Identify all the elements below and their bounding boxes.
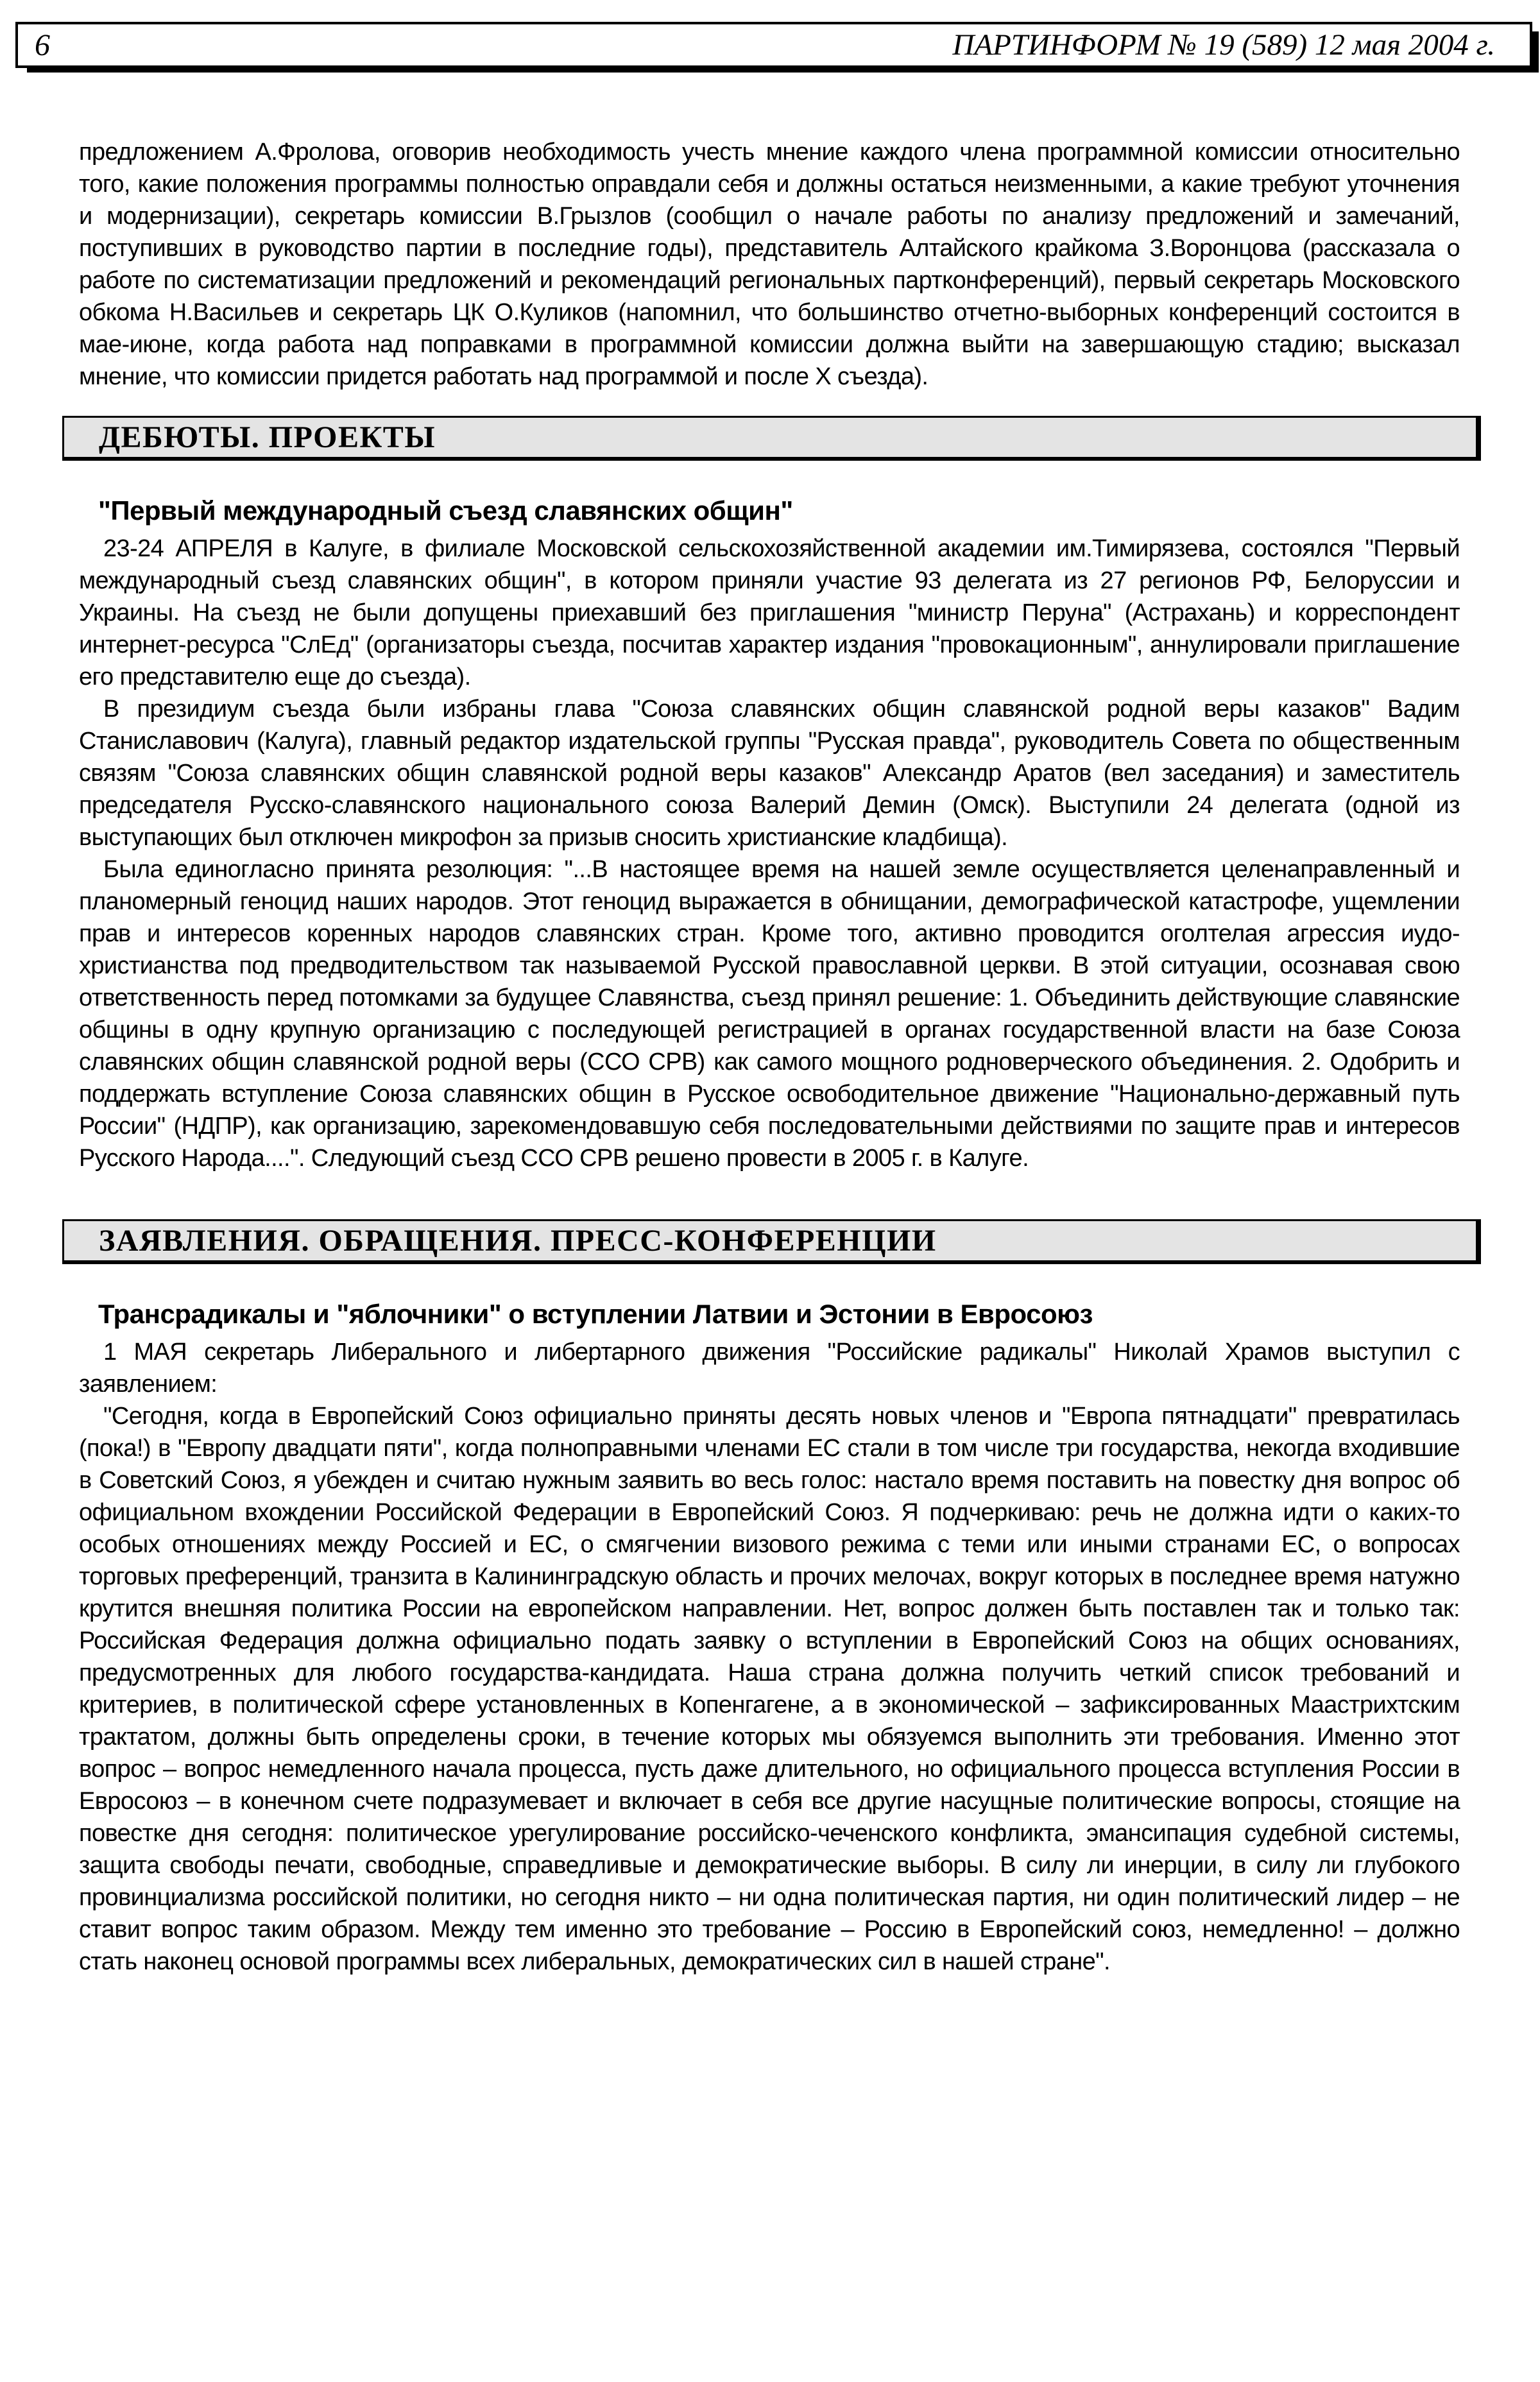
section-bar-debuts-projects (62, 416, 1481, 461)
section-bar-label: ДЕБЮТЫ. ПРОЕКТЫ (99, 420, 436, 454)
section-bar-statements-pressconf (62, 1219, 1481, 1264)
article-title-transradicals-eu: Трансрадикалы и "яблочники" о вступлении Латвии и Эстонии в Евросоюз (98, 1299, 1093, 1329)
article-paragraph: 23-24 АПРЕЛЯ в Калуге, в филиале Московской сельскохозяйственной академии им.Тимирязева, состоялся "Первый международный съезд славянских общин", в котором приняли участие 93 делегата из 27 регионов РФ, Белоруссии и Украины. На съезд не были допущены приехавший без приглашения "министр Перуна" (Астрахань) и корреспондент интернет-ресурса "СлЕд" (организаторы съезда, посчитав характер издания "провокационным", аннулировали приглашение его представителю еще до съезда). (79, 535, 1460, 690)
intro-continuation-paragraph: предложением А.Фролова, оговорив необходимость учесть мнение каждого члена программной комиссии относительно того, какие положения программы полностью оправдали себя и должны остаться неизменными, а какие требуют уточнения и модернизации), секретарь комиссии В.Грызлов (сообщил о начале работы по анализу предложений и замечаний, поступивших в руководство партии в последние годы), представитель Алтайского крайкома З.Воронцова (рассказала о работе по систематизации предложений и рекомендаций региональных партконференций), первый секретарь Московского обкома Н.Васильев и секретарь ЦК О.Куликов (напомнил, что большинство отчетно-выборных конференций состоится в мае-июне, когда работа над поправками в программной комиссии должна выйти на завершающую стадию; высказал мнение, что комиссии придется работать над программой и после X съезда). (79, 139, 1460, 390)
page-header (15, 22, 1532, 68)
page-number: 6 (35, 28, 50, 62)
article-paragraph: "Сегодня, когда в Европейский Союз официально приняты десять новых членов и "Европа пятнадцати" превратилась (пока!) в "Европу двадцати пяти", когда полноправными членами ЕС стали в том числе три государства, некогда входившие в Советский Союз, я убежден и считаю нужным заявить во весь голос: настало время поставить на повестку дня вопрос об официальном вхождении Российской Федерации в Европейский Союз. Я подчеркиваю: речь не должна идти о каких-то особых отношениях между Россией и ЕС, о смягчении визового режима с теми или иными странами ЕС, о вопросах торговых преференций, транзита в Калининградскую область и прочих мелочах, вокруг которых в последнее время натужно крутится внешняя политика России на европейском направлении. Нет, вопрос должен быть поставлен так и только так: Российская Федерация должна официально подать заявку о вступлении в Европейский Союз на общих основаниях, предусмотренных для любого государства-кандидата. Наша страна должна получить четкий список требований и критериев, в политической сфере установленных в Копенгагене, а в экономической – зафиксированных Маастрихтским трактатом, должны быть определены сроки, в течение которых мы обязуемся выполнить эти требования. Именно этот вопрос – вопрос немедленного начала процесса, пусть даже длительного, но официального процесса вступления России в Евросоюз – в конечном счете подразумевает и включает в себя все другие насущные политические вопросы, стоящие на повестке дня сегодня: политическое урегулирование российско-чеченского конфликта, эмансипация судебной системы, защита свободы печати, свободные, справедливые и демократические выборы. В силу ли инерции, в силу ли глубокого провинциализма российской политики, но сегодня никто – ни одна политическая партия, ни один политический лидер – не ставит вопрос таким образом. Между тем именно это требование – Россию в Европейский союз, немедленно! – должно стать наконец основой программы всех либеральных, демократических сил в нашей стране". (79, 1403, 1460, 1975)
section-bar-label: ЗАЯВЛЕНИЯ. ОБРАЩЕНИЯ. ПРЕСС-КОНФЕРЕНЦИИ (99, 1224, 937, 1258)
article-paragraph: Была единогласно принята резолюция: "...В настоящее время на нашей земле осуществляется целенаправленный и планомерный геноцид наших народов. Этот геноцид выражается в обнищании, демографической катастрофе, ущемлении прав и интересов коренных народов славянских стран. Кроме того, активно проводится оголтелая агрессия иудо-христианства под предводительством так называемой Русской православной церкви. В этой ситуации, осознавая свою ответственность перед потомками за будущее Славянства, съезд принял решение: 1. Объединить действующие славянские общины в одну крупную организацию с последующей регистрацией в органах государственной власти на базе Союза славянских общин славянской родной веры (ССО СРВ) как самого мощного родноверческого объединения. 2. Одобрить и поддержать вступление Союза славянских общин в Русское освободительное движение "Национально-державный путь России" (НДПР), как организацию, зарекомендовавшую себя последовательными действиями по защите прав и интересов Русского Народа....". Следующий съезд ССО СРВ решено провести в 2005 г. в Калуге. (79, 856, 1460, 1172)
article-paragraph: В президиум съезда были избраны глава "Союза славянских общин славянской родной веры казаков" Вадим Станиславович (Калуга), главный редактор издательской группы "Русская правда", руководитель Совета по общественным связям "Союза славянских общин славянской родной веры казаков" Александр Аратов (вел заседания) и заместитель председателя Русско-славянского национального союза Валерий Демин (Омск). Выступили 24 делегата (одной из выступающих был отключен микрофон за призыв сносить христианские кладбища). (79, 696, 1460, 851)
article-title-slavic-congress: "Первый международный съезд славянских общин" (98, 495, 793, 526)
page-header-title: ПАРТИНФОРМ № 19 (589) 12 мая 2004 г. (952, 28, 1495, 62)
page-content (79, 136, 1460, 1978)
article-paragraph: 1 МАЯ секретарь Либерального и либертарного движения "Российские радикалы" Николай Храмов выступил с заявлением: (79, 1339, 1460, 1398)
